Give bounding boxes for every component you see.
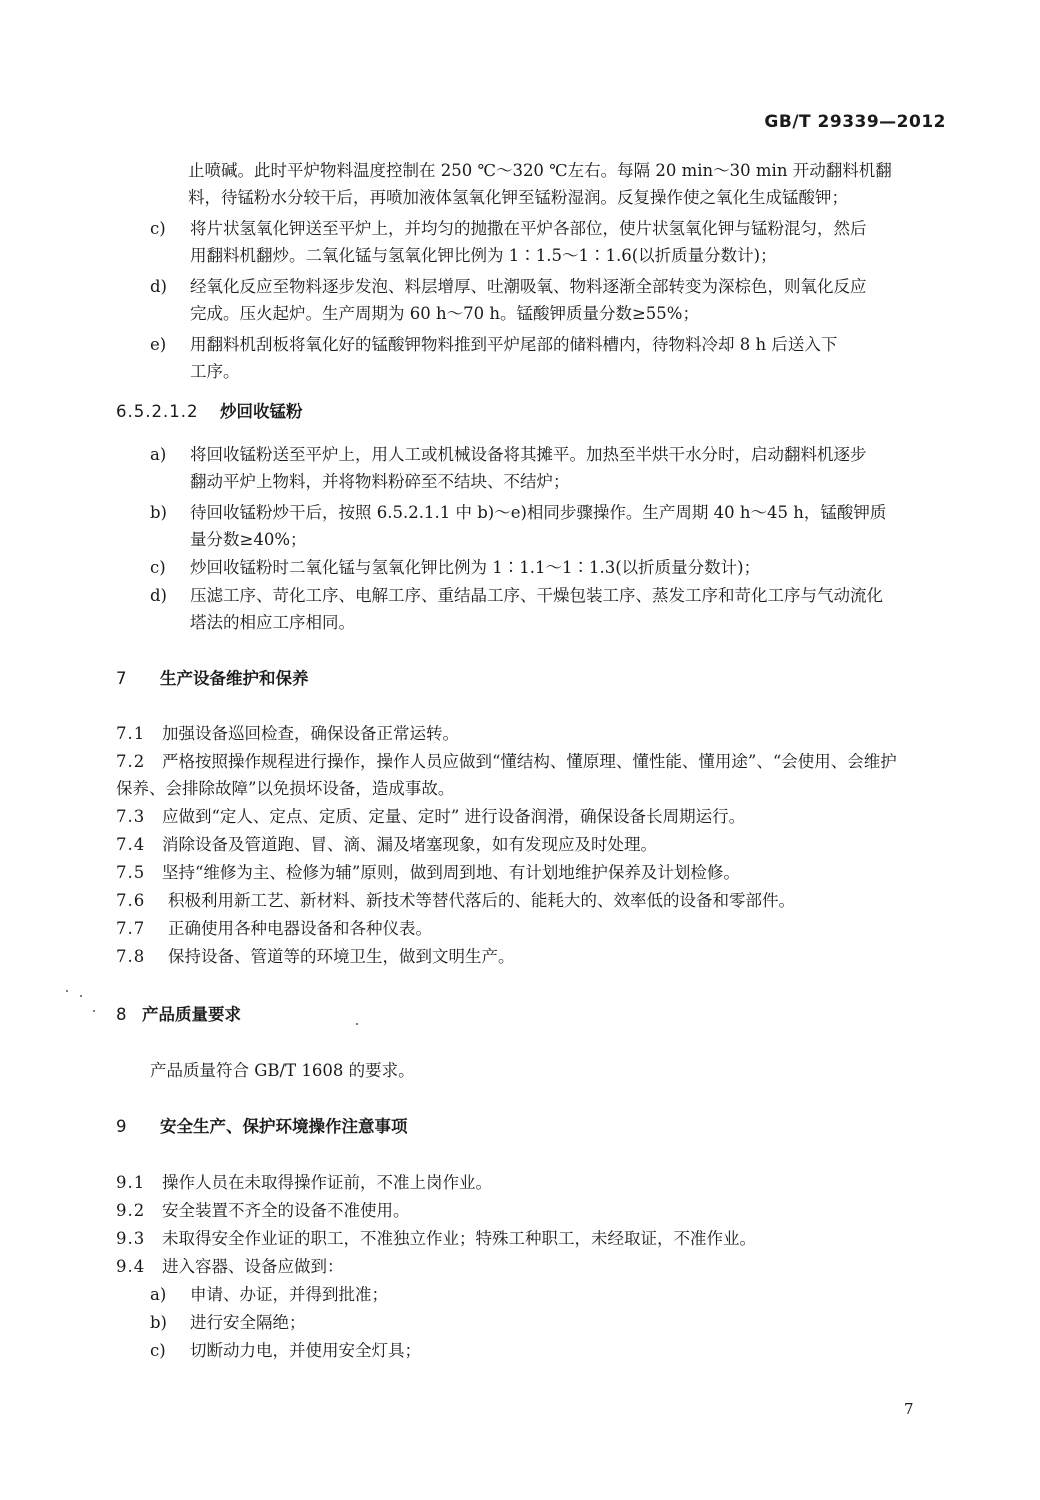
- list-item-label: b): [150, 1313, 167, 1332]
- clause-text: 坚持“维修为主、检修为辅”原则，做到周到地、有计划地维护保养及计划检修。: [162, 863, 740, 882]
- list-item-label: c): [150, 219, 166, 238]
- scan-speck: [356, 1023, 358, 1025]
- section-title: 安全生产、保护环境操作注意事项: [160, 1117, 408, 1136]
- subsection-number: 6.5.2.1.2: [116, 402, 199, 421]
- list-item-line: 工序。: [190, 362, 240, 381]
- list-item-line: 将片状氢氧化钾送至平炉上，并均匀的抛撒在平炉各部位，使片状氢氧化钾与锰粉混匀，然后: [190, 219, 867, 238]
- list-item-line: 翻动平炉上物料，并将物料粉碎至不结块、不结炉；: [190, 472, 570, 491]
- list-item-label: a): [150, 1285, 167, 1304]
- list-item-label: d): [150, 277, 167, 296]
- list-item-line: 将回收锰粉送至平炉上，用人工或机械设备将其摊平。加热至半烘干水分时，启动翻料机逐步: [190, 445, 867, 464]
- clause-text: 消除设备及管道跑、冒、滴、漏及堵塞现象，如有发现应及时处理。: [162, 835, 657, 854]
- clause-text: 正确使用各种电器设备和各种仪表。: [168, 919, 432, 938]
- clause-text: 保养、会排除故障”以免损坏设备，造成事故。: [116, 779, 455, 798]
- section-number: 9: [116, 1117, 127, 1136]
- standard-code: GB/T 29339—2012: [764, 112, 946, 132]
- paragraph-line: 料，待锰粉水分较干后，再喷加液体氢氧化钾至锰粉湿润。反复操作使之氧化生成锰酸钾；: [188, 188, 848, 207]
- clause-number: 7.4: [116, 835, 146, 854]
- list-item-line: 用翻料机刮板将氧化好的锰酸钾物料推到平炉尾部的储料槽内，待物料冷却 8 h 后送入下: [190, 335, 838, 354]
- scan-speck: [80, 995, 82, 997]
- list-item-line: 压滤工序、苛化工序、电解工序、重结晶工序、干燥包装工序、蒸发工序和苛化工序与气动流化: [190, 586, 883, 605]
- clause-text: 操作人员在未取得操作证前，不准上岗作业。: [162, 1173, 492, 1192]
- clause-text: 严格按照操作规程进行操作，操作人员应做到“懂结构、懂原理、懂性能、懂用途”、“会使用、会维护: [162, 752, 897, 771]
- clause-text: 应做到“定人、定点、定质、定量、定时” 进行设备润滑，确保设备长周期运行。: [162, 807, 746, 826]
- clause-number: 7.3: [116, 807, 146, 826]
- list-item-label: d): [150, 586, 167, 605]
- section-title: 产品质量要求: [142, 1005, 241, 1024]
- section-heading: [116, 668, 309, 690]
- subsection-heading: [116, 401, 303, 423]
- section-number: 7: [116, 669, 127, 688]
- subsection-title: 炒回收锰粉: [220, 402, 303, 421]
- clause-number: 7.2: [116, 752, 146, 771]
- section-heading: [116, 1004, 241, 1026]
- list-item-line: 进行安全隔绝；: [190, 1313, 306, 1332]
- paragraph-line: 产品质量符合 GB/T 1608 的要求。: [150, 1061, 415, 1080]
- page-number: 7: [904, 1400, 914, 1418]
- clause-text: 积极利用新工艺、新材料、新技术等替代落后的、能耗大的、效率低的设备和零部件。: [168, 891, 795, 910]
- clause-number: 7.7: [116, 919, 146, 938]
- clause-number: 7.1: [116, 724, 146, 743]
- list-item-line: 经氧化反应至物料逐步发泡、料层增厚、吐潮吸氧、物料逐渐全部转变为深棕色，则氧化反应: [190, 277, 867, 296]
- section-title: 生产设备维护和保养: [160, 669, 309, 688]
- clause-number: 7.5: [116, 863, 146, 882]
- list-item-line: 完成。压火起炉。生产周期为 60 h～70 h。锰酸钾质量分数≥55%；: [190, 304, 699, 323]
- clause-text: 未取得安全作业证的职工，不准独立作业；特殊工种职工，未经取证，不准作业。: [162, 1229, 756, 1248]
- clause-number: 9.3: [116, 1229, 146, 1248]
- list-item-line: 炒回收锰粉时二氧化锰与氢氧化钾比例为 1∶1.1～1∶1.3(以折质量分数计)；: [190, 558, 761, 577]
- scan-speck: [66, 990, 68, 992]
- clause-number: 7.6: [116, 891, 146, 910]
- clause-number: 9.1: [116, 1173, 146, 1192]
- clause-text: 进入容器、设备应做到：: [162, 1257, 344, 1276]
- list-item-label: c): [150, 558, 166, 577]
- clause-number: 7.8: [116, 947, 146, 966]
- list-item-line: 切断动力电，并使用安全灯具；: [190, 1341, 421, 1360]
- list-item-line: 申请、办证，并得到批准；: [190, 1285, 388, 1304]
- paragraph-line: 止喷碱。此时平炉物料温度控制在 250 ℃～320 ℃左右。每隔 20 min～30 min 开动翻料机翻: [188, 161, 892, 180]
- section-heading: [116, 1116, 408, 1138]
- section-number: 8: [116, 1005, 127, 1024]
- list-item-line: 塔法的相应工序相同。: [190, 613, 355, 632]
- scan-speck: [93, 1010, 95, 1012]
- list-item-line: 量分数≥40%；: [190, 530, 307, 549]
- list-item-label: b): [150, 503, 167, 522]
- list-item-label: c): [150, 1341, 166, 1360]
- clause-number: 9.4: [116, 1257, 146, 1276]
- clause-text: 加强设备巡回检查，确保设备正常运转。: [162, 724, 459, 743]
- clause-text: 安全装置不齐全的设备不准使用。: [162, 1201, 410, 1220]
- clause-number: 9.2: [116, 1201, 146, 1220]
- list-item-line: 用翻料机翻炒。二氧化锰与氢氧化钾比例为 1∶1.5～1∶1.6(以折质量分数计)；: [190, 246, 777, 265]
- list-item-label: e): [150, 335, 167, 354]
- clause-text: 保持设备、管道等的环境卫生，做到文明生产。: [168, 947, 515, 966]
- list-item-label: a): [150, 445, 167, 464]
- list-item-line: 待回收锰粉炒干后，按照 6.5.2.1.1 中 b)～e)相同步骤操作。生产周期 40 h～45 h，锰酸钾质: [190, 503, 887, 522]
